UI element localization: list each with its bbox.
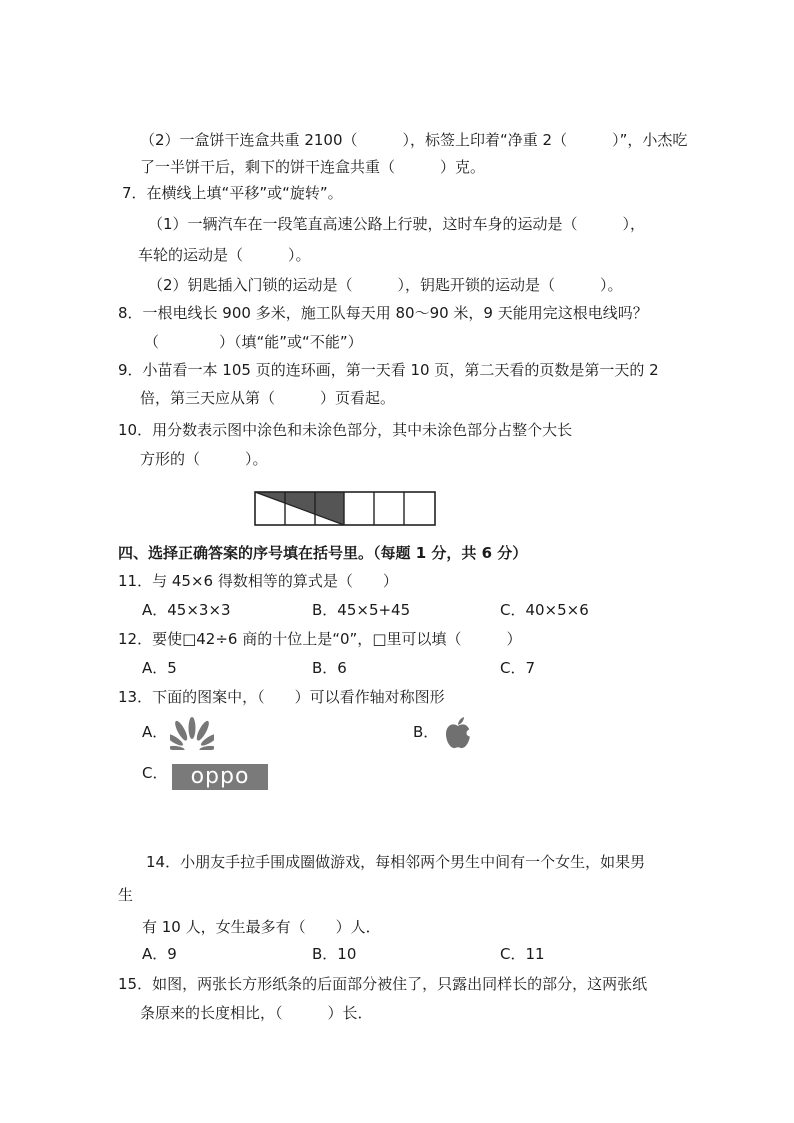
q12-option-c: C．7 xyxy=(500,659,536,677)
question-14-line2: 生 xyxy=(118,886,134,904)
section-4-heading: 四、选择正确答案的序号填在括号里。（每题 1 分，共 6 分） xyxy=(118,544,528,562)
q11-option-c: C．40×5×6 xyxy=(500,601,589,619)
question-8: 8．一根电线长 900 多米，施工队每天用 80～90 米，9 天能用完这根电线吗？ xyxy=(118,304,648,322)
q13-option-c: C． xyxy=(142,764,168,782)
text-l8: （ ）（填“能”或“不能”） xyxy=(144,333,363,351)
question-15-line1: 15．如图，两张长方形纸条的后面部分被住了，只露出同样长的部分，这两张纸 xyxy=(118,975,648,993)
q11-option-b: B．45×5+45 xyxy=(312,601,411,619)
text-l6: （2）钥匙插入门锁的运动是（ ），钥匙开锁的运动是（ ）。 xyxy=(148,276,623,294)
question-14-line3: 有 10 人，女生最多有（ ）人． xyxy=(142,918,381,936)
question-7: 7．在横线上填“平移”或“旋转”。 xyxy=(122,184,343,202)
q13-option-b: B． xyxy=(413,723,439,741)
question-15-line2: 条原来的长度相比，（ ）长． xyxy=(140,1004,373,1022)
question-11: 11．与 45×6 得数相等的算式是（ ） xyxy=(118,572,398,590)
question-14-line1: 14．小朋友手拉手围成圈做游戏，每相邻两个男生中间有一个女生，如果男 xyxy=(146,853,646,871)
oppo-logo xyxy=(172,764,268,790)
q12-option-a: A．5 xyxy=(142,659,177,677)
q14-option-b: B．10 xyxy=(312,945,357,963)
text-l2: 了一半饼干后，剩下的饼干连盒共重（ ）克。 xyxy=(140,158,486,176)
q14-option-a: A．9 xyxy=(142,945,177,963)
q12-option-b: B．6 xyxy=(312,659,347,677)
text-l10: 倍，第三天应从第（ ）页看起。 xyxy=(140,389,396,407)
apple-logo-icon xyxy=(444,716,472,750)
flower-logo-icon xyxy=(170,716,214,750)
question-10: 10．用分数表示图中涂色和未涂色部分，其中未涂色部分占整个大长 xyxy=(118,421,573,439)
text-l4: （1）一辆汽车在一段笔直高速公路上行驶，这时车身的运动是（ ）， xyxy=(148,215,646,233)
text-l5: 车轮的运动是（ ）。 xyxy=(138,246,311,264)
oppo-logo-text: oppo xyxy=(190,764,250,789)
question-13: 13．下面的图案中，（ ）可以看作轴对称图形 xyxy=(118,688,445,706)
text-l1: （2）一盒饼干连盒共重 2100（ ），标签上印着“净重 2（ ）”，小杰吃 xyxy=(140,131,688,149)
question-9: 9．小苗看一本 105 页的连环画，第一天看 10 页，第二天看的页数是第一天的 2 xyxy=(118,361,659,379)
q13-option-a: A． xyxy=(142,723,168,741)
q14-option-c: C．11 xyxy=(500,945,545,963)
q11-option-a: A．45×3×3 xyxy=(142,601,231,619)
fraction-rectangle-figure xyxy=(254,491,436,527)
question-12: 12．要使□42÷6 商的十位上是“0”，□里可以填（ ） xyxy=(118,630,522,648)
text-l12: 方形的（ ）。 xyxy=(140,450,268,468)
